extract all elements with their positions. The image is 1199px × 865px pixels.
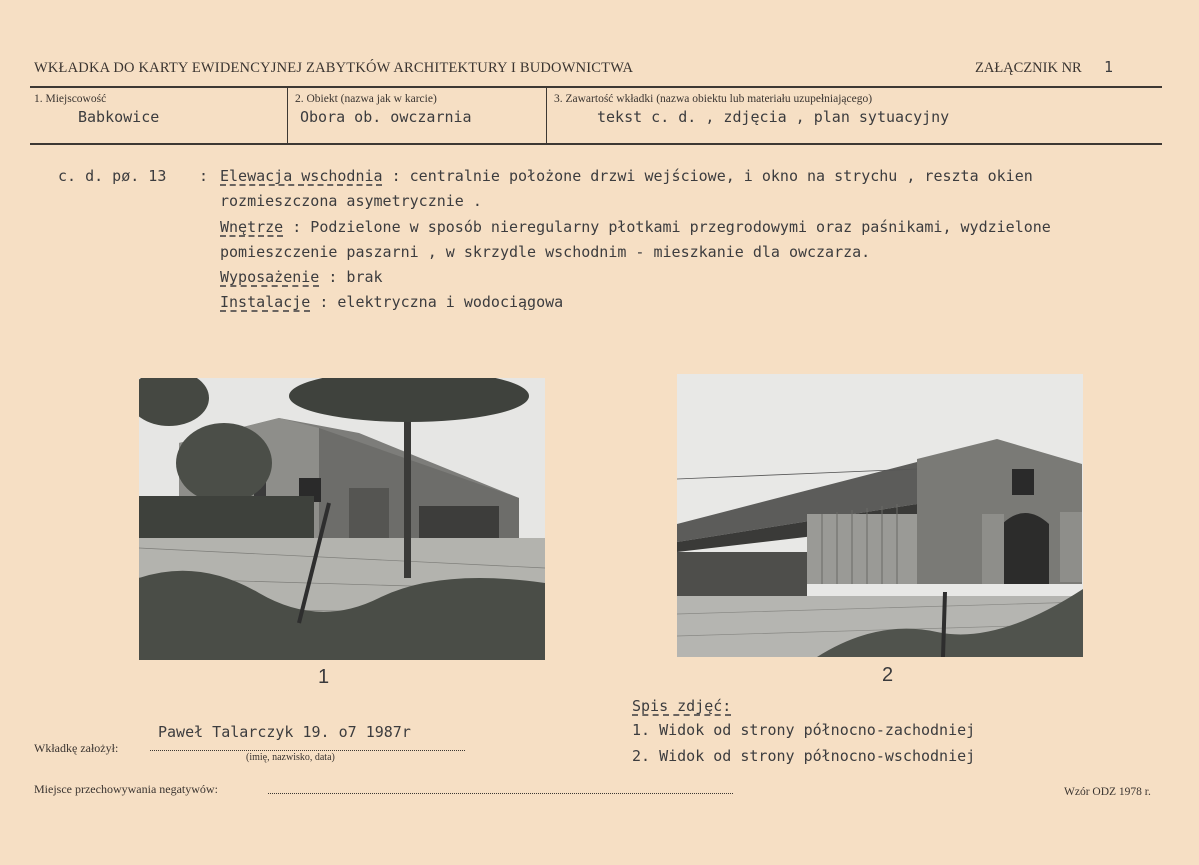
locality-value: Babkowice	[78, 108, 160, 126]
photo-list-item: 1. Widok od strony północno-zachodniej	[632, 721, 976, 739]
equipment-line	[220, 268, 383, 286]
east-elevation-cont: rozmieszczona asymetrycznie .	[220, 192, 482, 210]
author-dotted-line	[150, 750, 465, 751]
annex-number: 1	[1104, 58, 1114, 76]
installations-line	[220, 293, 563, 311]
equipment-text: : brak	[328, 268, 383, 286]
east-elevation-line	[220, 167, 1033, 185]
interior-text: : Podzielone w sposób nieregularny płotkami przegrodowymi oraz paśnikami, wydzielone	[292, 218, 1051, 236]
field-divider	[546, 87, 547, 143]
form-id: Wzór ODZ 1978 r.	[1064, 786, 1151, 798]
photo-northeast-view	[677, 374, 1083, 657]
contents-label: 3. Zawartość wkładki (nazwa obiektu lub materiału uzupełniającego)	[554, 93, 873, 105]
locality-label: 1. Miejscowość	[34, 93, 107, 105]
photo-2-number: 2	[882, 664, 894, 686]
author-label: Wkładkę założył:	[34, 741, 119, 755]
photo-list-item: 2. Widok od strony północno-wschodniej	[632, 747, 976, 765]
field-divider	[287, 87, 288, 143]
interior-cont: pomieszczenie paszarni , w skrzydle wschodnim - mieszkanie dla owczarza.	[220, 243, 871, 261]
east-elevation-label: Elewacja wschodnia	[220, 167, 383, 185]
field-rule	[30, 143, 1162, 145]
installations-label: Instalacje	[220, 293, 311, 311]
author-hint: (imię, nazwisko, data)	[246, 752, 335, 763]
installations-text: : elektryczna i wodociągowa	[319, 293, 564, 311]
photo-list-title: Spis zdjęć:	[632, 697, 732, 715]
object-label: 2. Obiekt (nazwa jak w karcie)	[295, 93, 437, 105]
east-elevation-text: : centralnie położone drzwi wejściowe, i okno na strychu , reszta okien	[391, 167, 1033, 185]
author-value: Paweł Talarczyk 19. o7 1987r	[158, 723, 411, 741]
equipment-label: Wyposażenie	[220, 268, 320, 286]
continuation-ref: c. d. pø. 13	[58, 167, 167, 185]
annex-label: ZAŁĄCZNIK NR	[975, 60, 1082, 76]
negatives-dotted-line	[268, 793, 733, 794]
header-rule	[30, 86, 1162, 88]
object-value: Obora ob. owczarnia	[300, 108, 472, 126]
interior-line	[220, 218, 1051, 236]
photo-northwest-view	[139, 378, 545, 660]
photo-1-number: 1	[318, 666, 330, 688]
ref-colon: :	[199, 167, 209, 185]
interior-label: Wnętrze	[220, 218, 284, 236]
contents-value: tekst c. d. , zdjęcia , plan sytuacyjny	[597, 108, 950, 126]
card-title: WKŁADKA DO KARTY EWIDENCYJNEJ ZABYTKÓW ARCHITEKTURY I BUDOWNICTWA	[34, 60, 634, 76]
negatives-label: Miejsce przechowywania negatywów:	[34, 782, 218, 796]
